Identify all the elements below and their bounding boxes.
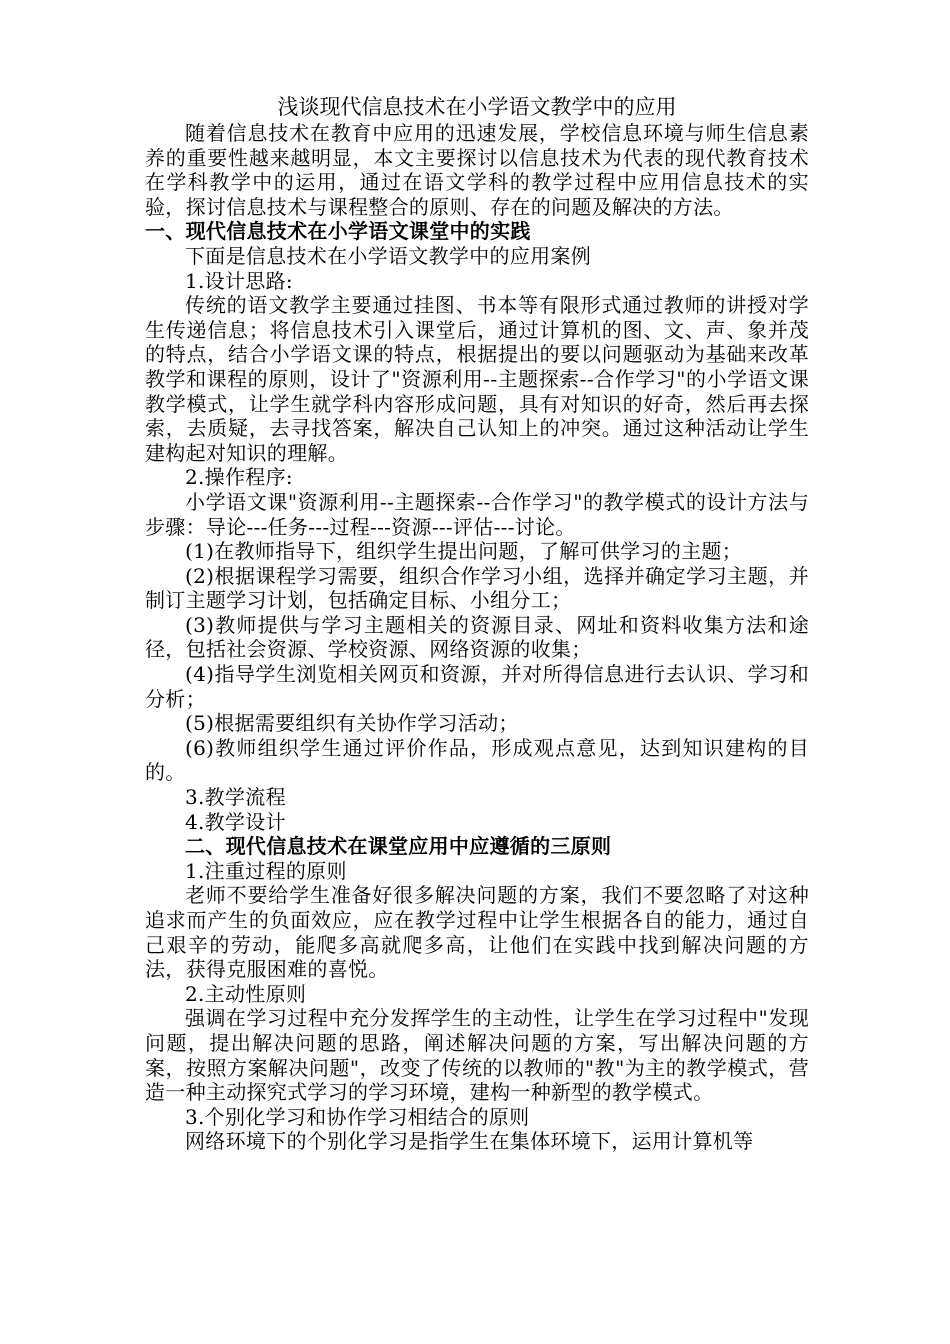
procedure-step: (1)在教师指导下，组织学生提出问题，了解可供学习的主题；: [185, 539, 743, 564]
procedure-title: 2.操作程序:: [185, 465, 293, 490]
design-idea-title: 1.设计思路:: [185, 268, 293, 293]
design-idea-text: 传统的语文教学主要通过挂图、书本等有限形式通过教师的讲授对学生传递信息；将信息技术引入课堂后，通过计算机的图、文、声、象并茂的特点，结合小学语文课的特点，根据提出的要以问题驱动为基础来改革教学和课程的原则，设计了"资源利用--主题探索--合作学习"的小学语文课教学模式，让学生就学科内容形成问题，具有对知识的好奇，然后再去探索，去质疑，去寻找答案，解决自己认知上的冲突。通过这种活动让学生建构起对知识的理解。: [145, 293, 809, 465]
principle-1-text: 老师不要给学生准备好很多解决问题的方案，我们不要忽略了对这种追求而产生的负面效应，应在教学过程中让学生根据各自的能力，通过自己艰辛的劳动，能爬多高就爬多高，让他们在实践中找到解决问题的方法，获得克服困难的喜悦。: [145, 883, 809, 982]
intro-paragraph: 随着信息技术在教育中应用的迅速发展，学校信息环境与师生信息素养的重要性越来越明显，本文主要探讨以信息技术为代表的现代教育技术在学科教学中的运用，通过在语文学科的教学过程中应用信息技术的实验，探讨信息技术与课程整合的原则、存在的问题及解决的方法。: [145, 121, 809, 219]
procedure-step: (3)教师提供与学习主题相关的资源目录、网址和资料收集方法和途径，包括社会资源、学校资源、网络资源的收集；: [145, 612, 809, 662]
procedure-step: (2)根据课程学习需要，组织合作学习小组，选择并确定学习主题，并制订主题学习计划，包括确定目标、小组分工；: [145, 563, 809, 613]
principle-3-title: 3.个别化学习和协作学习相结合的原则: [185, 1104, 530, 1129]
procedure-text: 小学语文课"资源利用--主题探索--合作学习"的教学模式的设计方法与步骤：导论---任务---过程---资源---评估---讨论。: [145, 489, 809, 539]
section-1-lead: 下面是信息技术在小学语文教学中的应用案例: [185, 243, 591, 268]
document-page: [145, 94, 809, 1154]
teaching-flow-title: 3.教学流程: [185, 785, 286, 810]
principle-2-title: 2.主动性原则: [185, 981, 307, 1006]
principle-3-text: 网络环境下的个别化学习是指学生在集体环境下，运用计算机等: [185, 1129, 754, 1154]
section-2-heading: 二、现代信息技术在课堂应用中应遵循的三原则: [185, 834, 612, 859]
procedure-step: (5)根据需要组织有关协作学习活动；: [185, 711, 519, 736]
teaching-design-title: 4.教学设计: [185, 809, 286, 834]
principle-2-text: 强调在学习过程中充分发挥学生的主动性，让学生在学习过程中"发现问题，提出解决问题的思路，阐述解决问题的方案，写出解决问题的方案，按照方案解决问题"，改变了传统的以教师的"教"为主的教学模式，营造一种主动探究式学习的学习环境，建构一种新型的教学模式。: [145, 1006, 809, 1105]
section-1-heading: 一、现代信息技术在小学语文课堂中的实践: [145, 219, 531, 244]
procedure-step: (6)教师组织学生通过评价作品，形成观点意见，达到知识建构的目的。: [145, 735, 809, 785]
document-title: 浅谈现代信息技术在小学语文教学中的应用: [277, 95, 677, 119]
procedure-step: (4)指导学生浏览相关网页和资源，并对所得信息进行去认识、学习和分析；: [145, 662, 809, 711]
principle-1-title: 1.注重过程的原则: [185, 858, 347, 883]
